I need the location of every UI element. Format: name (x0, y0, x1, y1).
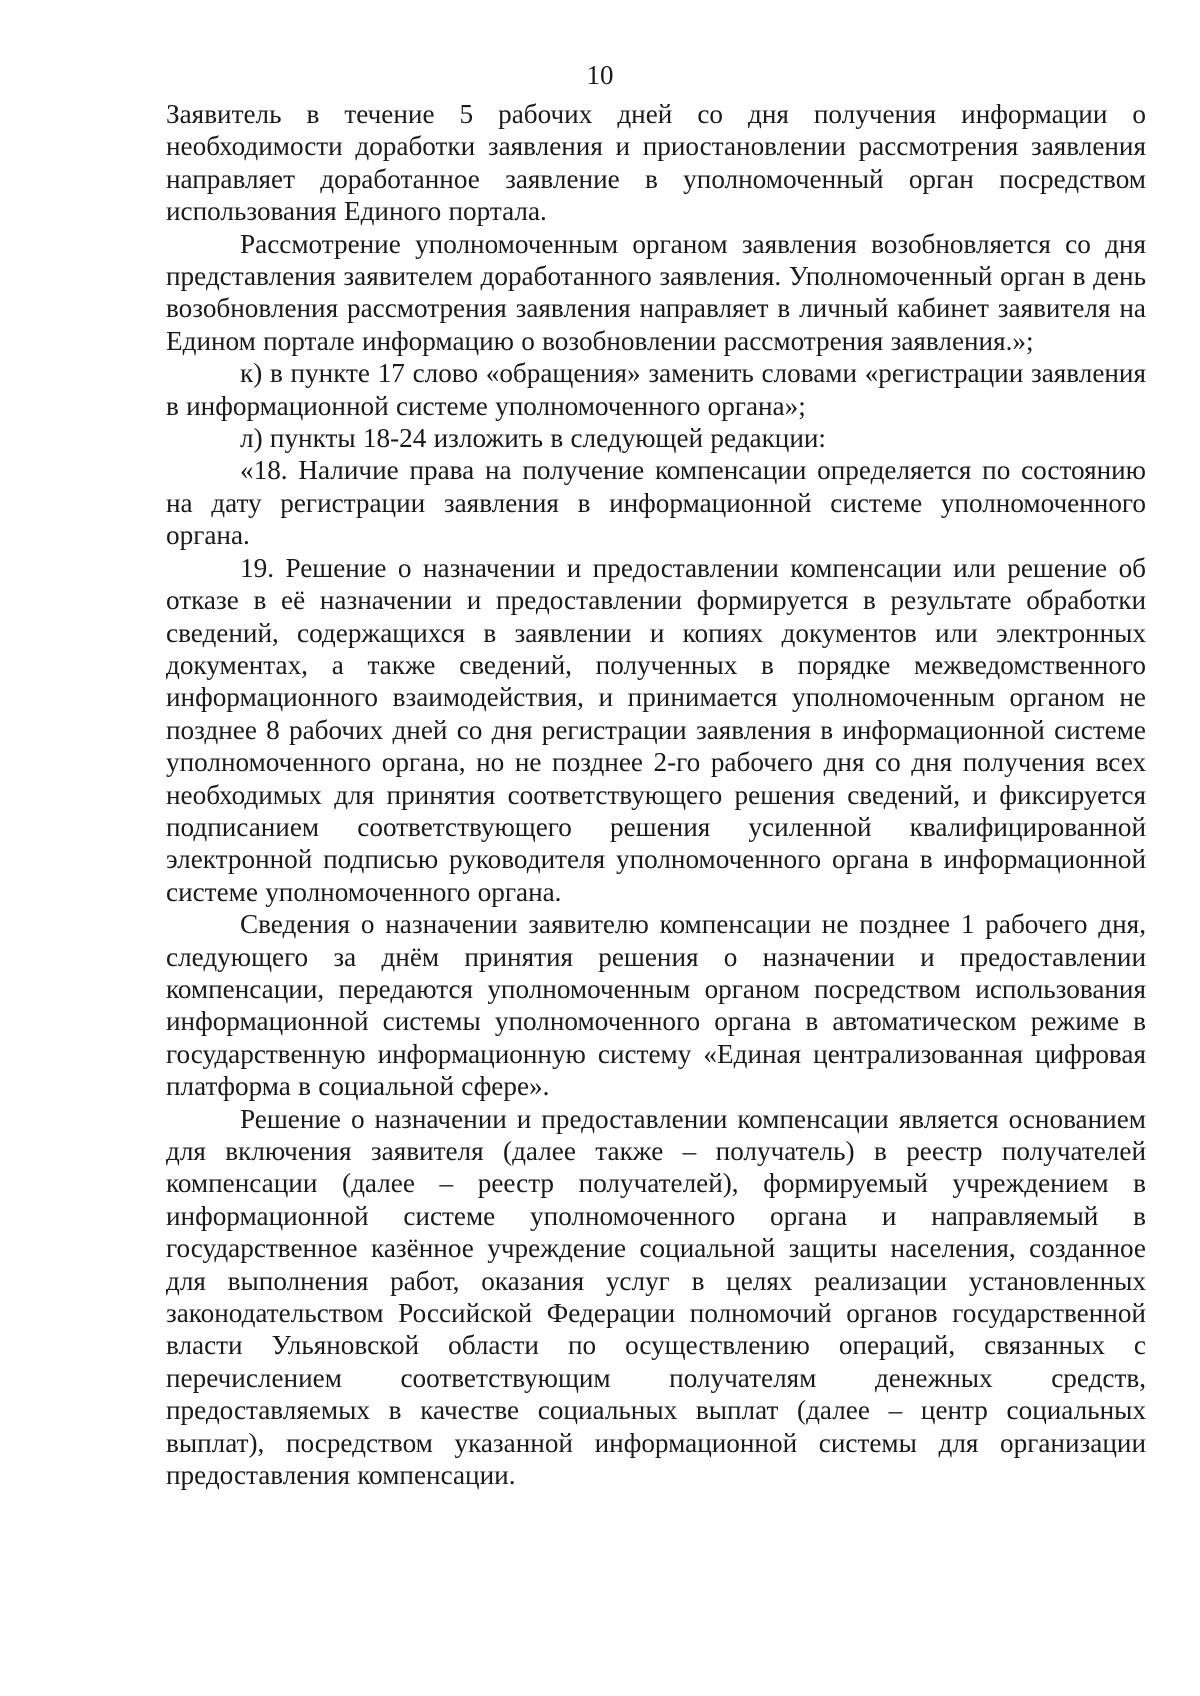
paragraph-item-l: л) пункты 18-24 изложить в следующей редакции: (240, 423, 826, 454)
paragraph-assignment-info: Сведения о назначении заявителю компенсации не позднее 1 рабочего дня, следующего за днём принятия решения о назначении и предоставлении компенсации, передаются уполномоченным органом посредством использования информационной системы уполномоченного органа в автоматическом режиме в государственную информационную систему «Единая централизованная цифровая платформа в социальной сфере». (166, 909, 1146, 1102)
paragraph-registry-decision: Решение о назначении и предоставлении компенсации является основанием для включения заявителя (далее также – получатель) в реестр получателей компенсации (далее – реестр получателей), формируемый учреждением в информационной системе уполномоченного органа и направляемый в государственное казённое учреждение социальной защиты населения, созданное для выполнения работ, оказания услуг в целях реализации установленных законодательством Российской Федерации полномочий органов государственной власти Ульяновской области по осуществлению операций, связанных с перечислением соответствующим получателям денежных средств, предоставляемых в качестве социальных выплат (далее – центр социальных выплат), посредством указанной информационной системы для организации предоставления компенсации. (166, 1103, 1146, 1491)
document-body (166, 98, 1146, 1491)
page-number: 10 (586, 60, 614, 90)
paragraph-item-k: к) в пункте 17 слово «обращения» заменить словами «регистрации заявления в информационной системе уполномоченного органа»; (166, 358, 1146, 421)
paragraph-point-18: «18. Наличие права на получение компенсации определяется по состоянию на дату регистрации заявления в информационной системе уполномоченного органа. (166, 455, 1146, 551)
paragraph-review-resumption: Рассмотрение уполномоченным органом заявления возобновляется со дня представления заявителем доработанного заявления. Уполномоченный орган в день возобновления рассмотрения заявления направляет в личный кабинет заявителя на Едином портале информацию о возобновлении рассмотрения заявления.»; (166, 228, 1146, 356)
paragraph-continuation: Заявитель в течение 5 рабочих дней со дня получения информации о необходимости доработки заявления и приостановлении рассмотрения заявления направляет доработанное заявление в уполномоченный орган посредством использования Единого портала. (166, 99, 1146, 227)
paragraph-point-19: 19. Решение о назначении и предоставлении компенсации или решение об отказе в её назначении и предоставлении формируется в результате обработки сведений, содержащихся в заявлении и копиях документов или электронных документах, а также сведений, полученных в порядке межведомственного информационного взаимодействия, и принимается уполномоченным органом не позднее 8 рабочих дней со дня регистрации заявления в информационной системе уполномоченного органа, но не позднее 2-го рабочего дня со дня получения всех необходимых для принятия соответствующего решения сведений, и фиксируется подписанием соответствующего решения усиленной квалифицированной электронной подписью руководителя уполномоченного органа в информационной системе уполномоченного органа. (166, 552, 1146, 907)
